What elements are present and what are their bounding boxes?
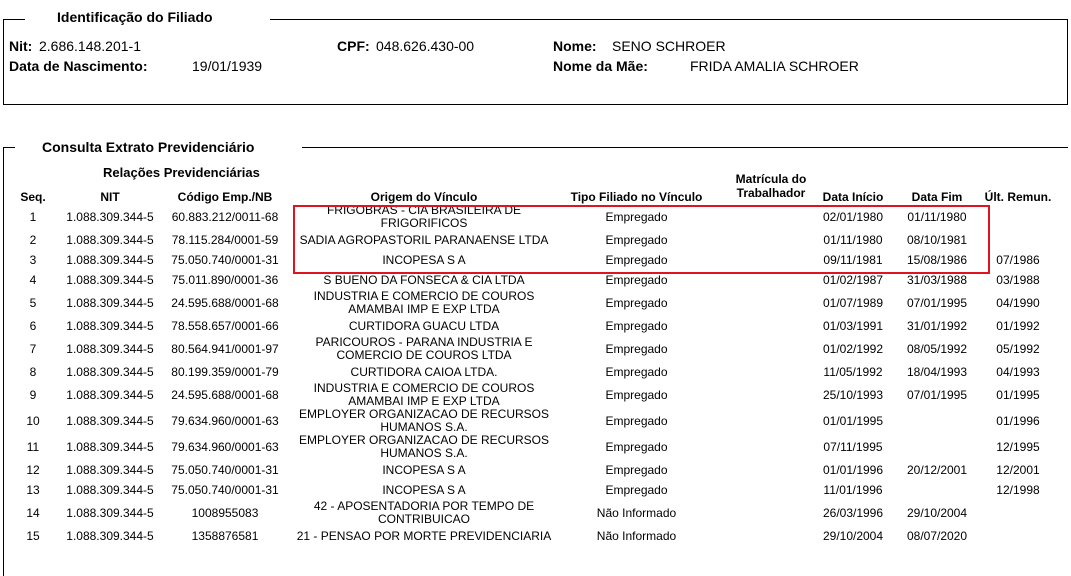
col-inicio: Data Início [822, 190, 884, 204]
tipo-cell: Empregado [605, 364, 668, 379]
fim-cell [901, 434, 973, 460]
inicio-cell: 01/01/1995 [822, 413, 884, 428]
fim-cell [901, 480, 973, 500]
remun-cell: 12/1995 [996, 439, 1040, 454]
col-codigo: Código Emp./NB [177, 190, 273, 204]
tipo-cell: Empregado [605, 232, 668, 247]
matricula-cell [715, 480, 805, 500]
inicio-cell: 26/03/1996 [822, 505, 884, 520]
col-seq: Seq. [20, 190, 46, 204]
tipo-cell: Empregado [605, 295, 668, 310]
remun-cell: 01/1995 [996, 387, 1040, 402]
nit-cell: 1.088.309.344-5 [66, 505, 154, 520]
table-row [6, 204, 1063, 230]
nit-cell: 1.088.309.344-5 [66, 318, 154, 333]
matricula-cell [715, 270, 805, 290]
origem-cell [290, 270, 558, 290]
origem-cell [290, 408, 558, 434]
matricula-cell [715, 316, 805, 336]
matricula-cell [715, 526, 805, 546]
codigo-cell: 60.883.212/0011-68 [171, 209, 279, 224]
origem-cell [290, 336, 558, 362]
col-fim: Data Fim [911, 190, 963, 204]
origem-line1: S BUENO DA FONSECA & CIA LTDA [323, 272, 525, 287]
origem-line1: EMPLOYER ORGANIZACAO DE RECURSOS [298, 433, 550, 447]
matricula-cell [715, 408, 805, 434]
seq-cell: 7 [29, 341, 37, 356]
nit-cell: 1.088.309.344-5 [66, 482, 154, 497]
nit-cell: 1.088.309.344-5 [66, 462, 154, 477]
matricula-cell [715, 500, 805, 526]
remun-cell: 07/1986 [996, 252, 1040, 267]
seq-cell: 15 [26, 528, 40, 543]
origem-line1: INCOPESA S A [382, 462, 466, 477]
nit-cell: 1.088.309.344-5 [66, 413, 154, 428]
origem-cell [290, 500, 558, 526]
tipo-cell: Empregado [605, 482, 668, 497]
remun-cell [973, 500, 1063, 526]
nit-cell: 1.088.309.344-5 [66, 387, 154, 402]
origem-cell [290, 230, 558, 250]
fim-cell: 01/11/1980 [907, 209, 967, 224]
fim-cell: 31/03/1988 [906, 272, 968, 287]
codigo-cell: 1008955083 [191, 505, 259, 520]
tipo-cell: Não Informado [596, 528, 677, 543]
fim-cell: 07/01/1995 [906, 295, 968, 310]
codigo-cell: 1358876581 [191, 528, 259, 543]
codigo-cell: 78.558.657/0001-66 [171, 318, 279, 333]
codigo-cell: 80.199.359/0001-79 [171, 364, 279, 379]
codigo-cell: 75.050.740/0001-31 [171, 462, 279, 477]
fim-cell: 08/07/2020 [906, 528, 968, 543]
seq-cell: 12 [26, 462, 40, 477]
fieldset-border [270, 19, 1068, 20]
inicio-cell: 25/10/1993 [822, 387, 884, 402]
table-row [6, 500, 1063, 526]
seq-cell: 2 [29, 232, 37, 247]
nome-label: Nome: [553, 38, 597, 54]
origem-cell [290, 204, 558, 230]
origem-line1: CURTIDORA CAIOA LTDA. [350, 364, 498, 379]
origem-cell [290, 460, 558, 480]
codigo-cell: 75.050.740/0001-31 [171, 252, 279, 267]
cpf-label: CPF: [337, 38, 370, 54]
extrato-section-title: Consulta Extrato Previdenciário [42, 139, 255, 155]
origem-line1: INCOPESA S A [382, 252, 466, 267]
table-row [6, 230, 1063, 250]
origem-line2: HUMANOS S.A. [380, 420, 468, 434]
remun-cell: 04/1990 [996, 295, 1040, 310]
tipo-cell: Empregado [605, 387, 668, 402]
codigo-cell: 79.634.960/0001-63 [171, 439, 279, 454]
origem-cell [290, 480, 558, 500]
matricula-cell [715, 230, 805, 250]
seq-cell: 4 [29, 272, 37, 287]
col-tipo: Tipo Filiado no Vínculo [570, 190, 703, 204]
nascimento-value: 19/01/1939 [192, 58, 263, 74]
inicio-cell: 02/01/1980 [822, 209, 884, 224]
codigo-cell: 75.050.740/0001-31 [171, 482, 279, 497]
matricula-cell [715, 250, 805, 270]
remun-cell: 12/2001 [996, 462, 1040, 477]
origem-cell [290, 526, 558, 546]
inicio-cell: 01/02/1987 [822, 272, 884, 287]
origem-cell [290, 434, 558, 460]
origem-line2: COMERCIO DE COUROS LTDA [336, 348, 512, 362]
tipo-cell: Não Informado [596, 505, 677, 520]
fim-cell: 15/08/1986 [906, 252, 968, 267]
fieldset-border [3, 147, 15, 148]
inicio-cell: 01/02/1992 [822, 341, 884, 356]
nit-cell: 1.088.309.344-5 [66, 252, 154, 267]
table-row [6, 480, 1063, 500]
codigo-cell: 79.634.960/0001-63 [171, 413, 279, 428]
seq-cell: 14 [26, 505, 40, 520]
inicio-cell: 11/05/1992 [823, 364, 883, 379]
remun-cell [973, 526, 1063, 546]
inicio-cell: 09/11/1981 [823, 252, 883, 267]
inicio-cell: 07/11/1995 [823, 439, 883, 454]
cpf-value: 048.626.430-00 [376, 38, 475, 54]
table-row [6, 408, 1063, 434]
origem-line1: SADIA AGROPASTORIL PARANAENSE LTDA [299, 232, 549, 247]
origem-line2: CONTRIBUICAO [377, 512, 470, 526]
table-row [6, 336, 1063, 362]
nit-cell: 1.088.309.344-5 [66, 295, 154, 310]
tipo-cell: Empregado [605, 252, 668, 267]
nit-cell: 1.088.309.344-5 [66, 341, 154, 356]
inicio-cell: 01/07/1989 [822, 295, 884, 310]
nascimento-label: Data de Nascimento: [9, 58, 148, 74]
nit-value: 2.686.148.201-1 [39, 38, 141, 54]
table-row [6, 250, 1063, 270]
nome-value: SENO SCHROER [612, 38, 726, 54]
codigo-cell: 75.011.890/0001-36 [171, 272, 279, 287]
table-row [6, 526, 1063, 546]
fim-cell: 18/04/1993 [906, 364, 968, 379]
table-row [6, 270, 1063, 290]
fieldset-border [3, 19, 25, 20]
tipo-cell: Empregado [605, 341, 668, 356]
tipo-cell: Empregado [605, 462, 668, 477]
fim-cell: 20/12/2001 [906, 462, 968, 477]
nit-cell: 1.088.309.344-5 [66, 272, 154, 287]
origem-line1: CURTIDORA GUACU LTDA [348, 318, 500, 333]
matricula-cell [715, 460, 805, 480]
col-remun: Últ. Remun. [984, 190, 1052, 204]
origem-line2: AMAMBAI IMP E EXP LTDA [348, 302, 500, 316]
col-origem: Origem do Vínculo [370, 190, 478, 204]
remun-cell: 05/1992 [996, 341, 1040, 356]
fim-cell: 08/10/1981 [906, 232, 968, 247]
seq-cell: 1 [29, 209, 37, 224]
origem-line2: FRIGORIFICOS [380, 216, 468, 230]
inicio-cell: 29/10/2004 [822, 528, 884, 543]
matricula-cell [715, 362, 805, 382]
table-row [6, 460, 1063, 480]
origem-line1: INCOPESA S A [382, 482, 466, 497]
table-row [6, 362, 1063, 382]
col-matricula [715, 186, 805, 204]
tipo-cell: Empregado [605, 209, 668, 224]
remun-cell: 01/1992 [996, 318, 1040, 333]
origem-line2: HUMANOS S.A. [380, 446, 468, 460]
matricula-cell [715, 382, 805, 408]
seq-cell: 9 [29, 387, 37, 402]
codigo-cell: 24.595.688/0001-68 [171, 387, 279, 402]
matricula-header-line2: Trabalhador [736, 186, 806, 200]
seq-cell: 3 [29, 252, 37, 267]
seq-cell: 5 [29, 295, 37, 310]
matricula-cell [715, 434, 805, 460]
remun-cell: 01/1996 [996, 413, 1040, 428]
codigo-cell: 78.115.284/0001-59 [171, 232, 279, 247]
seq-cell: 8 [29, 364, 37, 379]
relacoes-subtitle: Relações Previdenciárias [103, 165, 260, 180]
matricula-header-line1: Matrícula do [735, 172, 807, 186]
matricula-cell [715, 204, 805, 230]
fieldset-border [3, 147, 4, 576]
inicio-cell: 11/01/1996 [823, 482, 883, 497]
fieldset-border [302, 147, 1068, 148]
origem-line1: INDUSTRIA E COMERCIO DE COUROS [313, 289, 535, 303]
tipo-cell: Empregado [605, 318, 668, 333]
tipo-cell: Empregado [605, 272, 668, 287]
table-row [6, 434, 1063, 460]
nit-cell: 1.088.309.344-5 [66, 232, 154, 247]
table-row [6, 290, 1063, 316]
codigo-cell: 80.564.941/0001-97 [171, 341, 279, 356]
fim-cell: 31/01/1992 [906, 318, 968, 333]
origem-line1: PARICOUROS - PARANA INDUSTRIA E [315, 335, 533, 349]
remun-cell: 12/1998 [996, 482, 1040, 497]
filiado-section-title: Identificação do Filiado [57, 9, 213, 25]
origem-cell [290, 250, 558, 270]
origem-cell [290, 290, 558, 316]
origem-cell [290, 362, 558, 382]
origem-line1: 21 - PENSAO POR MORTE PREVIDENCIARIA [296, 528, 552, 543]
remun-cell [973, 204, 1063, 230]
nit-cell: 1.088.309.344-5 [66, 364, 154, 379]
col-nit: NIT [100, 190, 120, 204]
remun-cell: 04/1993 [996, 364, 1040, 379]
relacoes-table [6, 186, 1063, 546]
fim-cell: 29/10/2004 [906, 505, 968, 520]
inicio-cell: 01/03/1991 [822, 318, 884, 333]
table-row [6, 382, 1063, 408]
table-header-row [6, 186, 1063, 204]
fim-cell [901, 408, 973, 434]
fieldset-border [3, 19, 4, 104]
fieldset-border [1067, 19, 1068, 104]
origem-cell [290, 382, 558, 408]
codigo-cell: 24.595.688/0001-68 [171, 295, 279, 310]
fim-cell: 08/05/1992 [906, 341, 968, 356]
origem-cell [290, 316, 558, 336]
nit-cell: 1.088.309.344-5 [66, 528, 154, 543]
fim-cell: 07/01/1995 [906, 387, 968, 402]
seq-cell: 11 [26, 439, 40, 454]
matricula-cell [715, 336, 805, 362]
tipo-cell: Empregado [605, 439, 668, 454]
origem-line1: FRIGOBRAS - CIA BRASILEIRA DE [326, 203, 522, 217]
seq-cell: 13 [26, 482, 40, 497]
nit-label: Nit: [9, 38, 33, 54]
tipo-cell: Empregado [605, 413, 668, 428]
inicio-cell: 01/11/1980 [823, 232, 883, 247]
fieldset-border [3, 104, 1068, 105]
origem-line1: EMPLOYER ORGANIZACAO DE RECURSOS [298, 407, 550, 421]
mae-value: FRIDA AMALIA SCHROER [690, 58, 859, 74]
seq-cell: 6 [29, 318, 37, 333]
seq-cell: 10 [26, 413, 40, 428]
inicio-cell: 01/01/1996 [822, 462, 884, 477]
remun-cell: 03/1988 [996, 272, 1040, 287]
nit-cell: 1.088.309.344-5 [66, 209, 154, 224]
origem-line1: INDUSTRIA E COMERCIO DE COUROS [313, 381, 535, 395]
table-row [6, 316, 1063, 336]
nit-cell: 1.088.309.344-5 [66, 439, 154, 454]
origem-line2: AMAMBAI IMP E EXP LTDA [348, 394, 500, 408]
matricula-cell [715, 290, 805, 316]
origem-line1: 42 - APOSENTADORIA POR TEMPO DE [313, 499, 535, 513]
remun-cell [973, 230, 1063, 250]
mae-label: Nome da Mãe: [553, 58, 648, 74]
